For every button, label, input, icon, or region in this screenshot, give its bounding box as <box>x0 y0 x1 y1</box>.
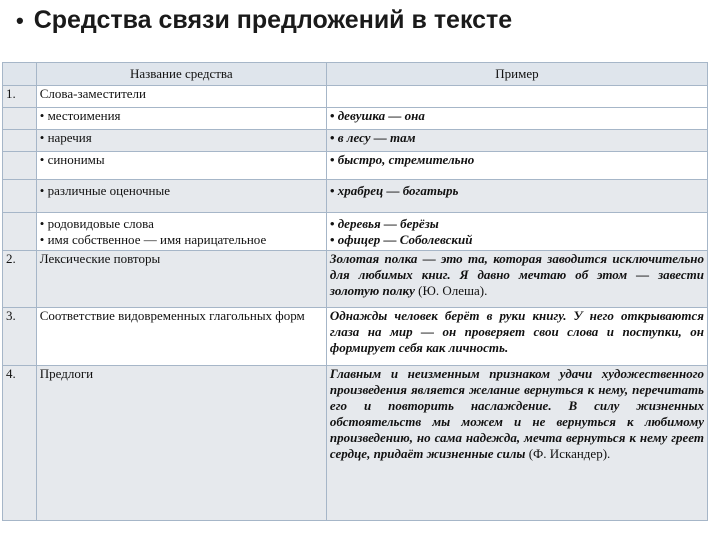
example-source: (Ю. Олеша). <box>418 283 488 298</box>
means-example <box>326 152 707 180</box>
means-name <box>36 130 326 152</box>
means-example <box>326 366 707 521</box>
row-number <box>3 152 37 180</box>
example-text: • в лесу — там <box>330 130 416 145</box>
example-text: • храбрец — богатырь <box>330 183 459 198</box>
table-header-row <box>3 63 708 86</box>
means-name: Соответствие видовременных глагольных форм <box>36 308 326 366</box>
means-name-text: • синонимы <box>40 152 105 167</box>
table-row <box>3 251 708 308</box>
table-row <box>3 108 708 130</box>
header-example-label: Пример <box>495 66 539 81</box>
means-example <box>326 130 707 152</box>
title-text: Средства связи предложений в тексте <box>33 6 513 34</box>
row-number <box>3 108 37 130</box>
row-number <box>3 213 37 251</box>
means-name <box>36 180 326 213</box>
example-text: • быстро, стремительно <box>330 152 474 167</box>
row-number: 1. <box>3 86 37 108</box>
table-row <box>3 130 708 152</box>
means-name-text: • наречия <box>40 130 92 145</box>
example-text: • офицер — Соболевский <box>330 232 704 248</box>
table-row <box>3 86 708 108</box>
table-row <box>3 366 708 521</box>
means-name: Предлоги <box>36 366 326 521</box>
example-text: • деревья — берёзы <box>330 216 704 232</box>
means-example <box>326 86 707 108</box>
means-example <box>326 251 707 308</box>
bullet-icon: • <box>16 7 24 33</box>
example-source: (Ф. Искандер). <box>528 446 611 461</box>
table-row <box>3 152 708 180</box>
example-text: Главным и неизменным признаком удачи художественного произведения является желание вернуться к нему, перечитать его и повторить наслаждение. В силу жизненных обстоятельств мы можем и не вернуться к любимому произведению, но сама надежда, мечта вернуться к нему греет сердце, придаёт жизненные силы <box>329 366 704 461</box>
table-row <box>3 213 708 251</box>
table-row <box>3 180 708 213</box>
means-name: Лексические повторы <box>36 251 326 308</box>
means-name <box>36 152 326 180</box>
example-text: Золотая полка — это та, которая заводится исключительно для любимых книг. Я давно мечтаю об этом — завести золотую полку <box>329 251 704 298</box>
header-name-label: Название средства <box>130 66 233 81</box>
example-text: • девушка — она <box>330 108 425 123</box>
row-number: 2. <box>3 251 37 308</box>
means-name <box>36 213 326 251</box>
row-number <box>3 130 37 152</box>
header-example-cell <box>326 63 707 86</box>
means-name <box>36 108 326 130</box>
means-name-text: • имя собственное — имя нарицательное <box>40 232 323 248</box>
table-row <box>3 308 708 366</box>
means-example <box>326 108 707 130</box>
means-name-text: • родовидовые слова <box>40 216 323 232</box>
example-text: Однажды человек берёт в руки книгу. У него открываются глаза на мир — он проверяет свои слова и поступки, он формирует себя как личность. <box>329 308 704 355</box>
means-example <box>326 180 707 213</box>
connection-means-table <box>2 62 708 521</box>
page-title <box>16 6 512 35</box>
header-name-cell <box>36 63 326 86</box>
means-name-text: • местоимения <box>40 108 121 123</box>
means-example <box>326 213 707 251</box>
means-name: Слова-заместители <box>36 86 326 108</box>
row-number: 3. <box>3 308 37 366</box>
row-number <box>3 180 37 213</box>
header-num-cell <box>3 63 37 86</box>
means-name-text: • различные оценочные <box>40 183 170 198</box>
row-number: 4. <box>3 366 37 521</box>
means-example <box>326 308 707 366</box>
